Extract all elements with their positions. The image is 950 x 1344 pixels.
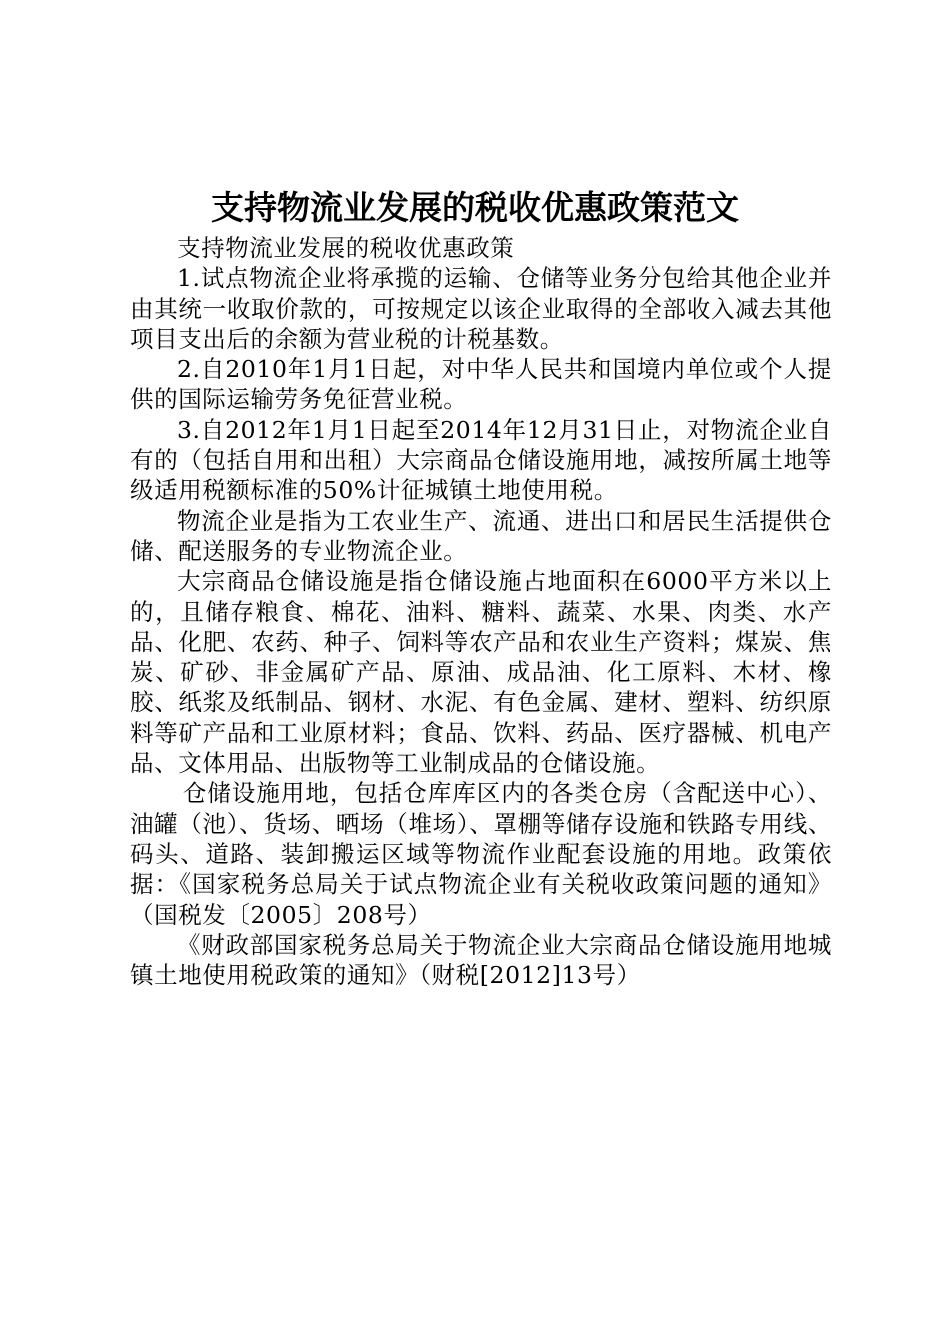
paragraph-logistics-definition: 物流企业是指为工农业生产、流通、进出口和居民生活提供仓储、配送服务的专业物流企业。 [130,506,832,565]
paragraph-subtitle: 支持物流业发展的税收优惠政策 [177,234,515,262]
paragraph-policy-basis: 《财政部国家税务总局关于物流企业大宗商品仓储设施用地城镇土地使用税政策的通知》（财税[2012]13号） [130,930,832,990]
document-title: 支持物流业发展的税收优惠政策范文 [211,188,739,227]
paragraph-land-definition: 仓储设施用地，包括仓库库区内的各类仓房（含配送中心）、油罐（池）、货场、晒场（堆场）、罩棚等储存设施和铁路专用线、码头、道路、装卸搬运区域等物流作业配套设施的用地。政策依据：《国家税务总局关于试点物流企业有关税收政策问题的通知》（国税发〔2005〕208号） [130,779,832,929]
paragraph-item-3: 3.自2012年1月1日起至2014年12月31日止，对物流企业自有的（包括自用和出租）大宗商品仓储设施用地，减按所属土地等级适用税额标准的50%计征城镇土地使用税。 [130,415,832,505]
paragraph-item-1: 1.试点物流企业将承揽的运输、仓储等业务分包给其他企业并由其统一收取价款的，可按规定以该企业取得的全部收入减去其他项目支出后的余额为营业税的计税基数。 [130,264,832,353]
paragraph-item-2: 2.自2010年1月1日起，对中华人民共和国境内单位或个人提供的国际运输劳务免征营业税。 [130,355,832,414]
paragraph-storage-definition: 大宗商品仓储设施是指仓储设施占地面积在6000平方米以上的，且储存粮食、棉花、油料、糖料、蔬菜、水果、肉类、水产品、化肥、农药、种子、饲料等农产品和农业生产资料；煤炭、焦炭、矿砂、非金属矿产品、原油、成品油、化工原料、木材、橡胶、纸浆及纸制品、钢材、水泥、有色金属、建材、塑料、纺织原料等矿产品和工业原材料；食品、饮料、药品、医疗器械、机电产品、文体用品、出版物等工业制成品的仓储设施。 [130,567,832,778]
document-body [130,233,832,990]
